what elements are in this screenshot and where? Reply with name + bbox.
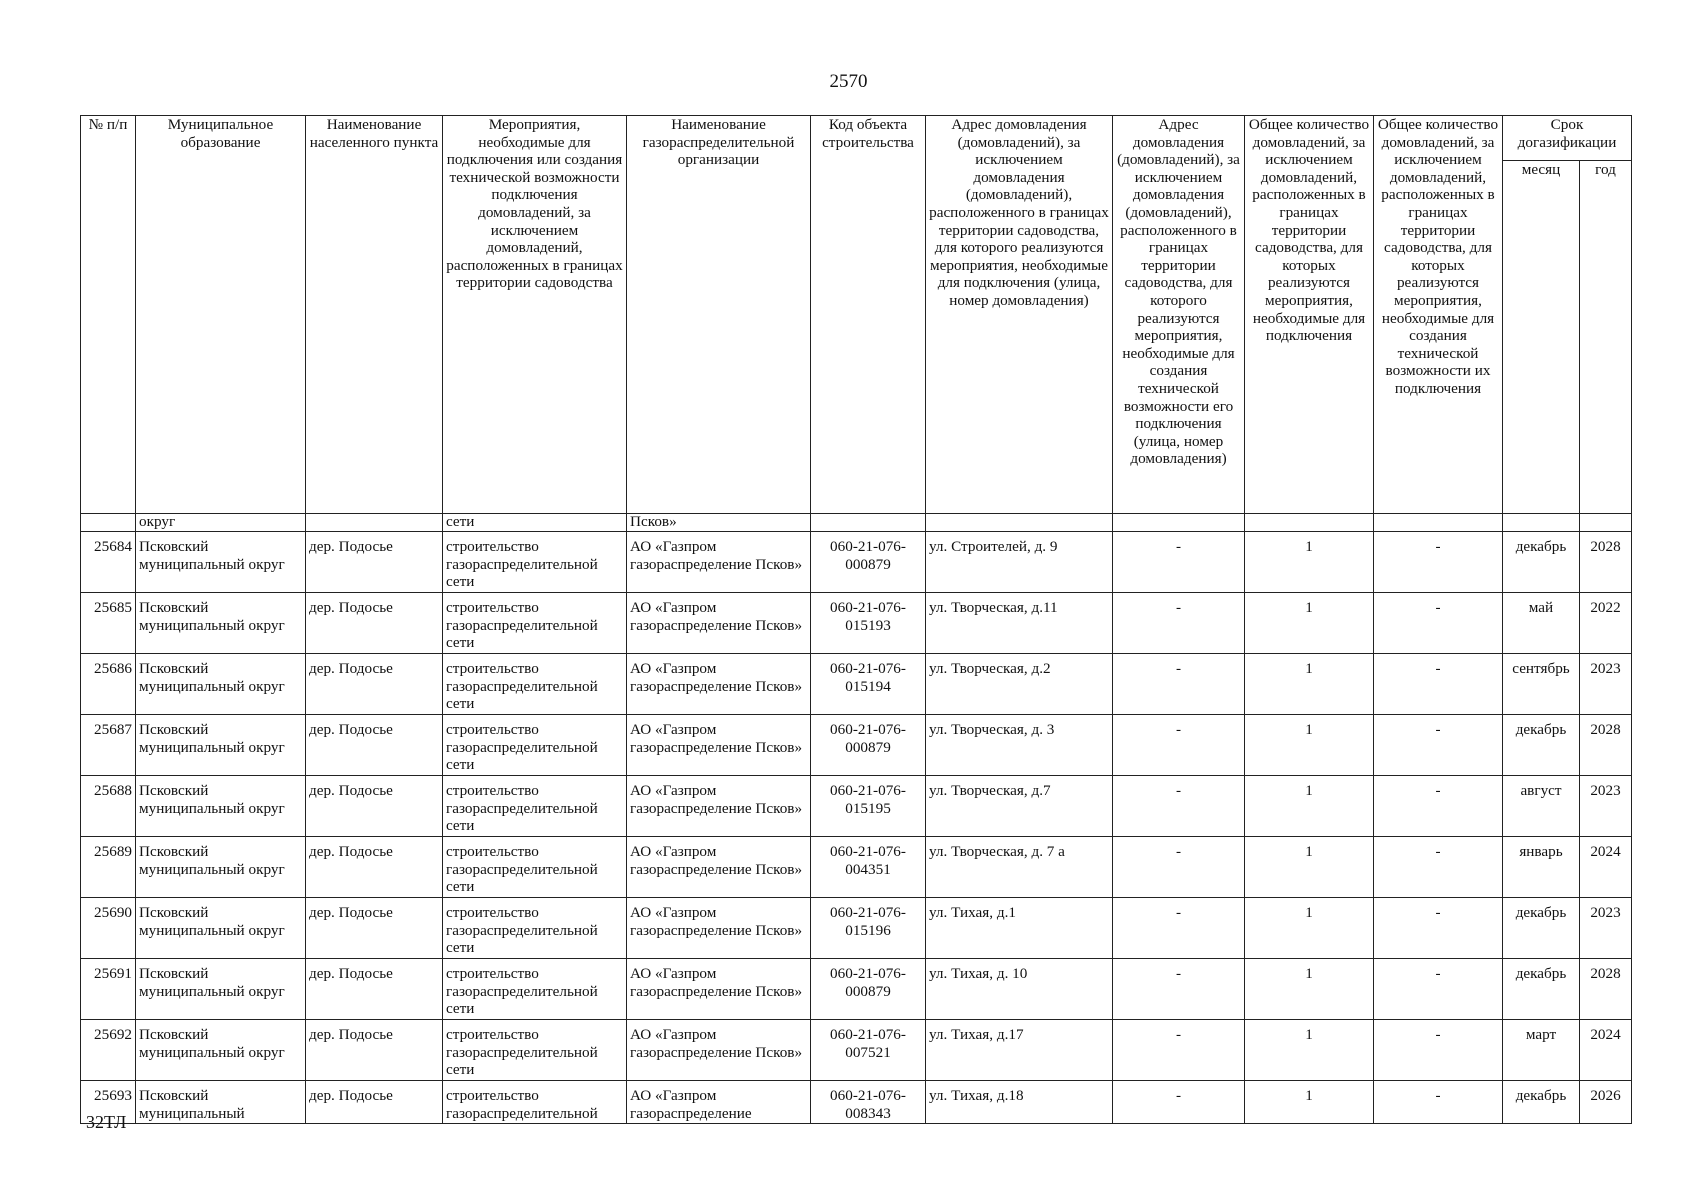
cell-address-garden: -: [1113, 654, 1245, 715]
cell-municipality: Псковский муниципальный округ: [136, 654, 306, 715]
cell-year: 2024: [1580, 1020, 1632, 1081]
cell-month: декабрь: [1503, 715, 1580, 776]
cell-gas-org: АО «Газпром газораспределение Псков»: [627, 715, 811, 776]
cell-total-connect: 1: [1245, 837, 1374, 898]
cell-municipality: Псковский муниципальный округ: [136, 898, 306, 959]
cell-year: 2023: [1580, 898, 1632, 959]
cell-code: 060-21-076-007521: [811, 1020, 926, 1081]
table-row: [81, 532, 1632, 593]
cell-measures: строительство газораспределительной сети: [443, 898, 627, 959]
cell-gas-org: АО «Газпром газораспределение Псков»: [627, 959, 811, 1020]
cell-month: январь: [1503, 837, 1580, 898]
cell-code: 060-21-076-008343: [811, 1081, 926, 1124]
cell-num: 25691: [81, 959, 136, 1020]
cell-total-connect: 1: [1245, 715, 1374, 776]
cell-code: 060-21-076-015194: [811, 654, 926, 715]
header-address-garden: Адрес домовладения (домовладений), за исключением домовладения (домовладений), расположенного в границах территории садоводства, для которого реализуются мероприятия, необходимые для создания технической возможности его подключения (улица, номер домовладения): [1113, 116, 1245, 514]
cell-total-connect: 1: [1245, 776, 1374, 837]
cell-gas-org: АО «Газпром газораспределение Псков»: [627, 898, 811, 959]
cell-settlement: дер. Подосье: [306, 898, 443, 959]
cell-total-connect: 1: [1245, 654, 1374, 715]
cell-code: 060-21-076-015195: [811, 776, 926, 837]
cell-measures: строительство газораспределительной сети: [443, 1020, 627, 1081]
header-gas-org: Наименование газораспределительной организации: [627, 116, 811, 514]
cell-gas-org: АО «Газпром газораспределение Псков»: [627, 776, 811, 837]
cell-year: 2026: [1580, 1081, 1632, 1124]
cell-settlement: дер. Подосье: [306, 654, 443, 715]
cell-settlement: дер. Подосье: [306, 532, 443, 593]
cell-total-tech: -: [1374, 654, 1503, 715]
table-row: [81, 1081, 1632, 1124]
table-row: [81, 593, 1632, 654]
cell-municipality: Псковский муниципальный округ: [136, 837, 306, 898]
cell-municipality: Псковский муниципальный округ: [136, 593, 306, 654]
cell-total-connect: 1: [1245, 898, 1374, 959]
cell-year: 2023: [1580, 654, 1632, 715]
cell-settlement: дер. Подосье: [306, 715, 443, 776]
cell-address: ул. Творческая, д.7: [926, 776, 1113, 837]
cell-code: 060-21-076-000879: [811, 959, 926, 1020]
cell-gas-org: АО «Газпром газораспределение Псков»: [627, 593, 811, 654]
cell-gas-org: АО «Газпром газораспределение: [627, 1081, 811, 1124]
header-total-connect: Общее количество домовладений, за исключением домовладений, расположенных в границах территории садоводства, для которых реализуются мероприятия, необходимые для подключения: [1245, 116, 1374, 514]
cell-address-garden: -: [1113, 959, 1245, 1020]
cell-municipality: Псковский муниципальный округ: [136, 959, 306, 1020]
cell-num: 25687: [81, 715, 136, 776]
cell-settlement: дер. Подосье: [306, 776, 443, 837]
header-year: год: [1580, 161, 1632, 514]
cell-code: 060-21-076-004351: [811, 837, 926, 898]
cell-num: 25686: [81, 654, 136, 715]
header-object-code: Код объекта строительства: [811, 116, 926, 514]
header-measures: Мероприятия, необходимые для подключения или создания технической возможности подключения домовладений, за исключением домовладений, расположенных в границах территории садоводства: [443, 116, 627, 514]
cell-total-connect: 1: [1245, 593, 1374, 654]
cell-address-garden: [1113, 514, 1245, 532]
cell-total-tech: -: [1374, 1081, 1503, 1124]
header-address: Адрес домовладения (домовладений), за исключением домовладения (домовладений), расположенного в границах территории садоводства, для которого реализуются мероприятия, необходимые для подключения (улица, номер домовладения): [926, 116, 1113, 514]
cell-year: [1580, 514, 1632, 532]
cell-address: [926, 514, 1113, 532]
cell-address-garden: -: [1113, 776, 1245, 837]
cell-measures: строительство газораспределительной сети: [443, 654, 627, 715]
cell-year: 2024: [1580, 837, 1632, 898]
cell-year: 2023: [1580, 776, 1632, 837]
cell-num: 25692: [81, 1020, 136, 1081]
cell-year: 2028: [1580, 959, 1632, 1020]
cell-total-tech: -: [1374, 532, 1503, 593]
cell-municipality: Псковский муниципальный: [136, 1081, 306, 1124]
cell-settlement: дер. Подосье: [306, 837, 443, 898]
cell-code: 060-21-076-015193: [811, 593, 926, 654]
cell-measures: строительство газораспределительной сети: [443, 837, 627, 898]
cell-total-tech: -: [1374, 898, 1503, 959]
header-total-tech: Общее количество домовладений, за исключением домовладений, расположенных в границах территории садоводства, для которых реализуются мероприятия, необходимые для создания технической возможности их подключения: [1374, 116, 1503, 514]
table-row: [81, 837, 1632, 898]
table-row: [81, 654, 1632, 715]
cell-total-connect: 1: [1245, 959, 1374, 1020]
cell-measures: сети: [443, 514, 627, 532]
cell-municipality: Псковский муниципальный округ: [136, 776, 306, 837]
cell-settlement: дер. Подосье: [306, 593, 443, 654]
cell-code: 060-21-076-000879: [811, 532, 926, 593]
cell-total-tech: -: [1374, 593, 1503, 654]
header-month: месяц: [1503, 161, 1580, 514]
cell-municipality: Псковский муниципальный округ: [136, 532, 306, 593]
cell-address-garden: -: [1113, 593, 1245, 654]
cell-settlement: дер. Подосье: [306, 1020, 443, 1081]
cell-address: ул. Тихая, д.1: [926, 898, 1113, 959]
cell-address: ул. Строителей, д. 9: [926, 532, 1113, 593]
cell-code: 060-21-076-015196: [811, 898, 926, 959]
cell-address: ул. Тихая, д. 10: [926, 959, 1113, 1020]
cell-total-tech: -: [1374, 837, 1503, 898]
cell-num: [81, 514, 136, 532]
cell-code: 060-21-076-000879: [811, 715, 926, 776]
cell-address: ул. Творческая, д.2: [926, 654, 1113, 715]
cell-address-garden: -: [1113, 837, 1245, 898]
cell-total-tech: [1374, 514, 1503, 532]
cell-total-tech: -: [1374, 776, 1503, 837]
cell-gas-org: Псков»: [627, 514, 811, 532]
header-row: [81, 116, 1632, 161]
cell-total-connect: 1: [1245, 1081, 1374, 1124]
cell-total-connect: 1: [1245, 532, 1374, 593]
gasification-table: [80, 115, 1632, 1124]
cell-municipality: округ: [136, 514, 306, 532]
cell-measures: строительство газораспределительной сети: [443, 532, 627, 593]
cell-num: 25690: [81, 898, 136, 959]
table-row: [81, 959, 1632, 1020]
cell-measures: строительство газораспределительной сети: [443, 776, 627, 837]
cell-settlement: дер. Подосье: [306, 959, 443, 1020]
cell-municipality: Псковский муниципальный округ: [136, 1020, 306, 1081]
cell-total-tech: -: [1374, 959, 1503, 1020]
footer-code: 32ТЛ: [86, 1112, 127, 1132]
cell-total-tech: -: [1374, 1020, 1503, 1081]
cell-total-connect: [1245, 514, 1374, 532]
cell-gas-org: АО «Газпром газораспределение Псков»: [627, 532, 811, 593]
cell-address: ул. Творческая, д. 7 а: [926, 837, 1113, 898]
cell-year: 2028: [1580, 532, 1632, 593]
cell-address-garden: -: [1113, 532, 1245, 593]
cell-month: декабрь: [1503, 1081, 1580, 1124]
cell-month: декабрь: [1503, 898, 1580, 959]
page-number: 2570: [829, 71, 868, 92]
cell-total-tech: -: [1374, 715, 1503, 776]
cell-address: ул. Тихая, д.18: [926, 1081, 1113, 1124]
cell-total-connect: 1: [1245, 1020, 1374, 1081]
cell-address-garden: -: [1113, 1081, 1245, 1124]
cell-year: 2028: [1580, 715, 1632, 776]
header-num: № п/п: [81, 116, 136, 514]
cell-address-garden: -: [1113, 898, 1245, 959]
cell-gas-org: АО «Газпром газораспределение Псков»: [627, 837, 811, 898]
cell-address-garden: -: [1113, 1020, 1245, 1081]
cell-num: 25693: [81, 1081, 136, 1124]
cell-settlement: [306, 514, 443, 532]
cell-measures: строительство газораспределительной сети: [443, 593, 627, 654]
cell-measures: строительство газораспределительной сети: [443, 715, 627, 776]
cell-settlement: дер. Подосье: [306, 1081, 443, 1124]
cell-municipality: Псковский муниципальный округ: [136, 715, 306, 776]
cell-address: ул. Творческая, д.11: [926, 593, 1113, 654]
continuation-row: [81, 514, 1632, 532]
cell-gas-org: АО «Газпром газораспределение Псков»: [627, 654, 811, 715]
cell-month: март: [1503, 1020, 1580, 1081]
table-row: [81, 776, 1632, 837]
cell-month: [1503, 514, 1580, 532]
table-row: [81, 898, 1632, 959]
header-municipality: Муниципальное образование: [136, 116, 306, 514]
header-deadline: Срок догазификации: [1503, 116, 1632, 161]
cell-address: ул. Творческая, д. 3: [926, 715, 1113, 776]
cell-code: [811, 514, 926, 532]
cell-num: 25684: [81, 532, 136, 593]
cell-address: ул. Тихая, д.17: [926, 1020, 1113, 1081]
cell-month: август: [1503, 776, 1580, 837]
cell-num: 25689: [81, 837, 136, 898]
cell-month: май: [1503, 593, 1580, 654]
table-row: [81, 715, 1632, 776]
cell-month: декабрь: [1503, 532, 1580, 593]
cell-num: 25685: [81, 593, 136, 654]
cell-measures: строительство газораспределительной: [443, 1081, 627, 1124]
header-settlement: Наименование населенного пункта: [306, 116, 443, 514]
cell-year: 2022: [1580, 593, 1632, 654]
table-row: [81, 1020, 1632, 1081]
cell-month: сентябрь: [1503, 654, 1580, 715]
cell-address-garden: -: [1113, 715, 1245, 776]
cell-measures: строительство газораспределительной сети: [443, 959, 627, 1020]
cell-gas-org: АО «Газпром газораспределение Псков»: [627, 1020, 811, 1081]
cell-num: 25688: [81, 776, 136, 837]
cell-month: декабрь: [1503, 959, 1580, 1020]
